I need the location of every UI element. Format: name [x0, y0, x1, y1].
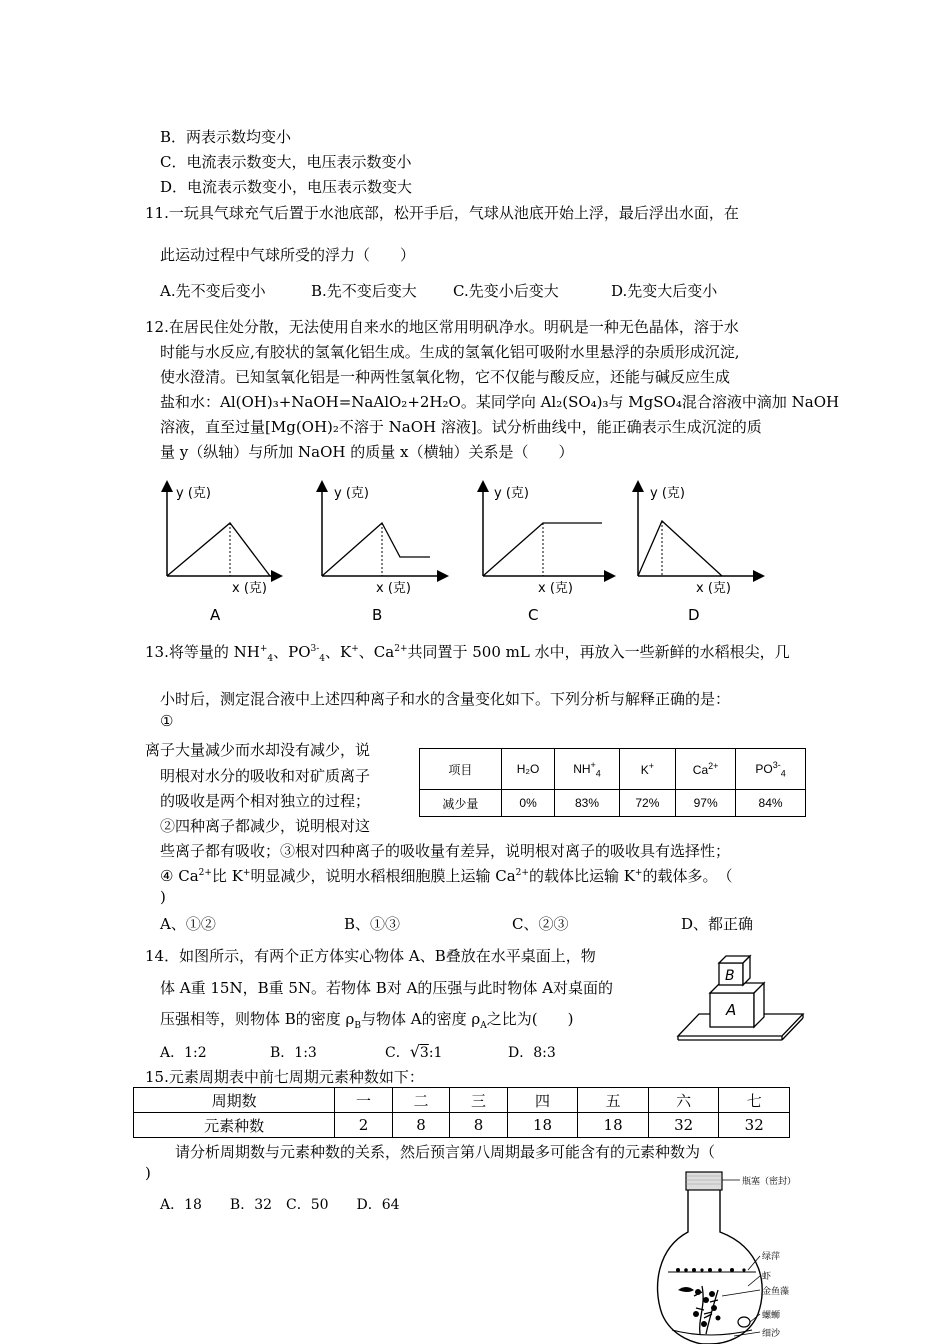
label-shrimp: 虾 [762, 1272, 772, 1282]
ion-table-header [420, 749, 806, 790]
period-cell: 七 [719, 1088, 790, 1113]
q11-stem-line2: 此运动过程中气球所受的浮力（ ） [160, 246, 416, 264]
q13-option-c: C、②③ [512, 915, 569, 933]
ion-row-label: 减少量 [420, 790, 502, 817]
svg-text:A: A [726, 1001, 737, 1019]
period-cell: 一 [335, 1088, 393, 1113]
cubes-figure [676, 950, 811, 1045]
count-cell: 8 [450, 1113, 508, 1138]
ion-value-nh4: 83% [555, 790, 619, 817]
period-cell: 五 [578, 1088, 649, 1113]
ion-value-po4: 84% [736, 790, 806, 817]
q12-graphs [150, 475, 790, 630]
q13-wrap2: 明根对水分的吸收和对矿质离子 [160, 767, 371, 785]
sand-icon [672, 1330, 752, 1335]
stopper-icon [686, 1172, 722, 1190]
ecosystem-bottle-figure [648, 1168, 818, 1344]
q13-line-end: ) [160, 888, 166, 906]
q14-option-a: A．1:2 [160, 1045, 207, 1061]
q11-option-c: C.先变小后变大 [453, 282, 559, 300]
q11-option-b: B.先不变后变大 [311, 282, 417, 300]
ion-header-h2o: H₂O [501, 749, 555, 790]
graph-c-ylabel: y (克) [494, 486, 529, 501]
q14-option-d: D．8:3 [508, 1045, 556, 1061]
period-cell: 二 [392, 1088, 450, 1113]
graph-d-ylabel: y (克) [650, 486, 685, 501]
ion-header-po4: $PO^{3-}_4$ [736, 749, 806, 790]
q14-line2: 体 A重 15N，B重 5N。若物体 B对 A的压强与此时物体 A对桌面的 [160, 979, 614, 997]
q14-line3: 压强相等，则物体 B的密度 $\rho_B$与物体 A的密度 $\rho_A$之比为( ) [160, 1010, 574, 1031]
count-cell: 32 [648, 1113, 719, 1138]
graph-d-xlabel: x (克) [696, 581, 731, 596]
q15-question: 请分析周期数与元素种数的关系，然后预言第八周期最多可能含有的元素种数为（ [175, 1143, 716, 1161]
graph-a-label: A [210, 606, 221, 624]
q13-line2: 小时后，测定混合液中上述四种离子和水的含量变化如下。下列分析与解释正确的是： [160, 690, 731, 708]
q13-wrap1: 离子大量减少而水却没有减少，说 [145, 741, 371, 759]
shrimp-icon [678, 1287, 694, 1292]
graph-d-label: D [688, 606, 700, 624]
ion-table-row [420, 790, 806, 817]
q11-stem-line1: 11.一玩具气球充气后置于水池底部，松开手后，气球从池底开始上浮，最后浮出水面，在 [145, 204, 739, 222]
count-cell: 18 [507, 1113, 578, 1138]
q14-line1: 14．如图所示，有两个正方体实心物体 A、B叠放在水平桌面上，物 [145, 947, 596, 965]
ion-header-item: 项目 [420, 749, 502, 790]
count-cell: 18 [578, 1113, 649, 1138]
q13-wrap3: 的吸收是两个相对独立的过程； [160, 792, 371, 810]
duckweed-icon [676, 1268, 746, 1272]
graph-b [322, 483, 446, 624]
q13-full2: ④ $Ca^{2+}$比 K+明显减少，说明水稻根细胞膜上运输 $Ca^{2+}$的载体比运输 K+的载体多。 （ [160, 867, 733, 885]
ion-header-nh4: $NH^+_4$ [555, 749, 619, 790]
graph-c-xlabel: x (克) [538, 581, 573, 596]
ion-value-k: 72% [619, 790, 676, 817]
q15-options: A．18 B．32 C．50 D．64 [160, 1197, 400, 1213]
snail-icon [738, 1317, 750, 1327]
period-header: 周期数 [134, 1088, 335, 1113]
q11-option-a: A.先不变后变小 [160, 282, 266, 300]
q12-line5: 溶液，直至过量[Mg(OH)₂不溶于 NaOH 溶液]。试分析曲线中，能正确表示生成沉淀的质 [160, 418, 762, 436]
label-sand: 细沙 [762, 1329, 781, 1339]
label-stopper: 瓶塞（密封） [742, 1177, 797, 1187]
q13-option-d: D、都正确 [681, 915, 754, 933]
q12-line3: 使水澄清。已知氢氧化铝是一种两性氢氧化物，它不仅能与酸反应，还能与碱反应生成 [160, 368, 731, 386]
q12-line4: 盐和水：Al(OH)₃+NaOH=NaAlO₂+2H₂O。某同学向 Al₂(SO₄)₃与 MgSO₄混合溶液中滴加 NaOH [160, 393, 840, 411]
count-cell: 2 [335, 1113, 393, 1138]
count-header: 元素种数 [134, 1113, 335, 1138]
graph-b-label: B [372, 606, 383, 624]
svg-text:B: B [725, 968, 735, 984]
q13-line1: 13.将等量的 $NH^+_4$、$PO^{3-}_4$、K+、$Ca^{2+}$共同置于 500 mL 水中，再放入一些新鲜的水稻根尖，几 [145, 643, 790, 664]
q13-wrap4: ②四种离子都减少，说明根对这 [160, 817, 371, 835]
q15-title: 15.元素周期表中前七周期元素种数如下： [145, 1068, 424, 1086]
ion-header-k: K+ [619, 749, 676, 790]
graph-b-xlabel: x (克) [376, 581, 411, 596]
ion-header-ca: $Ca^{2+}$ [676, 749, 736, 790]
count-cell: 8 [392, 1113, 450, 1138]
ion-table [419, 748, 806, 817]
q15-question-end: ) [145, 1164, 151, 1182]
graph-c-label: C [528, 606, 539, 624]
label-hornwort: 金鱼藻 [762, 1287, 790, 1297]
count-cell: 32 [719, 1113, 790, 1138]
q14-option-b: B．1:3 [270, 1045, 317, 1061]
period-cell: 四 [507, 1088, 578, 1113]
ion-value-h2o: 0% [501, 790, 555, 817]
label-snail: 螺蛳 [762, 1311, 781, 1321]
period-cell: 三 [450, 1088, 508, 1113]
graph-a [167, 483, 280, 624]
graph-c [483, 483, 613, 624]
graph-a-xlabel: x (克) [232, 581, 267, 596]
q10-option-c: C．电流表示数变大，电压表示数变小 [160, 153, 412, 171]
q13-full1: 些离子都有吸收；③根对四种离子的吸收量有差异，说明根对离子的吸收具有选择性； [160, 842, 731, 860]
count-row [134, 1113, 790, 1138]
period-cell: 六 [648, 1088, 719, 1113]
q11-option-d: D.先变大后变小 [611, 282, 718, 300]
cube-b [719, 956, 750, 985]
q13-option-b: B、①③ [344, 915, 401, 933]
q12-line1: 12.在居民住处分散，无法使用自来水的地区常用明矾净水。明矾是一种无色晶体，溶于水 [145, 318, 739, 336]
period-table [133, 1087, 790, 1138]
q10-option-d: D．电流表示数变小，电压表示数变大 [160, 178, 413, 196]
q12-line2: 时能与水反应,有胶状的氢氧化铝生成。生成的氢氧化铝可吸附水里悬浮的杂质形成沉淀, [160, 343, 740, 361]
graph-a-ylabel: y (克) [176, 486, 211, 501]
q10-option-b: B．两表示数均变小 [160, 128, 292, 146]
q13-option-a: A、①② [160, 915, 216, 933]
q14-option-c: C．√3:1 [385, 1042, 443, 1061]
label-duckweed: 绿萍 [762, 1252, 781, 1262]
cube-a [710, 983, 764, 1027]
q13-circle1: ① [160, 712, 174, 730]
q12-line6: 量 y（纵轴）与所加 NaOH 的质量 x（横轴）关系是（ ） [160, 443, 574, 461]
ion-value-ca: 97% [676, 790, 736, 817]
graph-d [638, 483, 762, 624]
period-row [134, 1088, 790, 1113]
graph-b-ylabel: y (克) [334, 486, 369, 501]
